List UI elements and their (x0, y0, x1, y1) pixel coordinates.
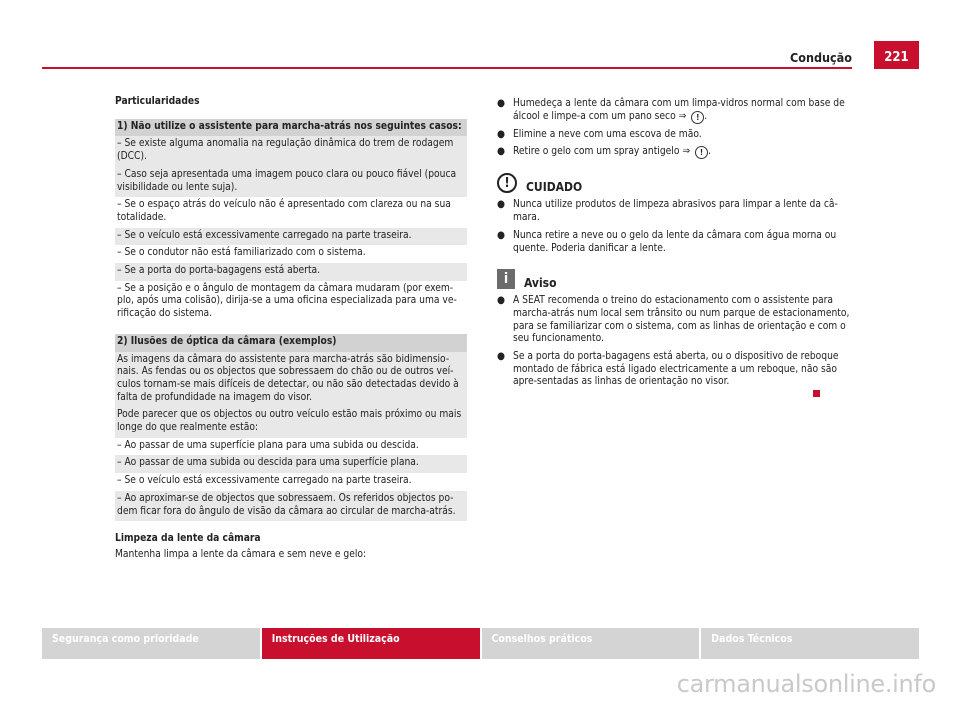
table-row: – Se o condutor não está familiarizado com o sistema. (117, 247, 366, 259)
tab-safety[interactable]: Segurança como prioridade (42, 628, 260, 659)
list-item (497, 230, 852, 255)
header-rule (42, 67, 852, 69)
bullet-icon: ● (497, 229, 505, 241)
bullet-text: A SEAT recomenda o treino do estacionamento com o assistente para marcha-atrás num local sem trânsito ou num parque de estacionamento, para se familiarizar com o sistema, com as linhas de orientação e com o seu funcionamento. (513, 295, 850, 345)
tab-practical-tips[interactable]: Conselhos práticos (482, 628, 700, 659)
cleaning-title: Limpeza da lente da câmara (115, 533, 261, 545)
caution-heading (497, 173, 852, 193)
list-item: ● Humedeça a lente da câmara com um limpa-vidros normal com base de álcool e limpe-a com um pano seco ⇒ ! . (497, 98, 845, 122)
end-of-section-icon (813, 390, 820, 397)
cleaning-text: Mantenha limpa a lente da câmara e sem neve e gelo: (115, 548, 367, 560)
bullet-text: Nunca retire a neve ou o gelo da lente da câmara com água morna ou quente. Poderia danificar a lente. (513, 229, 837, 254)
table-row: – Se existe alguma anomalia na regulação dinâmica do trem de rodagem (DCC). (115, 136, 467, 166)
list-item (497, 295, 852, 346)
bullet-icon: ● (497, 128, 505, 140)
caution-ref-icon[interactable]: ! (691, 111, 704, 124)
list-item (497, 351, 852, 402)
left-column (115, 96, 467, 562)
section-title: Particularidades (115, 96, 200, 107)
list-item: ● Retire o gelo com um spray antigelo ⇒ ! . (497, 146, 711, 158)
bullet-icon: ● (497, 146, 505, 158)
tab-operating-instructions[interactable]: Instruções de Utilização (262, 628, 480, 659)
table-header: 2) Ilusões de óptica da câmara (exemplos) (115, 334, 467, 352)
list-item (497, 129, 852, 142)
notice-label: Aviso (524, 275, 557, 290)
table-row: – Se o espaço atrás do veículo não é apresentado com clareza ou na sua totalidade. (117, 199, 451, 223)
table-row: – Ao passar de uma subida ou descida para uma superfície plana. (115, 455, 467, 473)
bullet-text: Nunca utilize produtos de limpeza abrasivos para limpar a lente da câ-mara. (513, 199, 838, 224)
table-row: Pode parecer que os objectos ou outro veículo estão mais próximo ou mais longe do que realmente estão: (115, 407, 467, 437)
table-illusions (115, 334, 467, 521)
table-row: – Se a porta do porta-bagagens está aberta. (115, 263, 467, 281)
bullet-icon: ● (497, 351, 505, 363)
caution-ref-icon[interactable]: ! (695, 146, 708, 159)
bullet-icon: ● (497, 199, 505, 211)
table-row: As imagens da câmara do assistente para marcha-atrás são bidimensio-nais. As fendas ou os objectos que sobressaem do chão ou de outros veí-culos tornam-se mais difíceis de detectar, ou não são detectadas devido à falta de profundidade na imagem do visor. (115, 352, 467, 408)
table-row: – Se o veículo está excessivamente carregado na parte traseira. (115, 228, 467, 246)
watermark: carmanualsonline.info (676, 670, 936, 698)
table-row: – Ao aproximar-se de objectos que sobressaem. Os referidos objectos po-dem ficar fora do ângulo de visão da câmara ao circular de marcha-atrás. (115, 491, 467, 521)
bullet-text: Humedeça a lente da câmara com um limpa-vidros normal com base de álcool e limpe-a com um pano seco ⇒ (513, 98, 845, 122)
right-column (497, 98, 852, 407)
table-row: – Ao passar de uma superfície plana para uma subida ou descida. (117, 439, 419, 451)
table-row: – Se o veículo está excessivamente carregado na parte traseira. (117, 475, 412, 487)
bullet-icon: ● (497, 98, 505, 109)
bullet-text: Se a porta do porta-bagagens está aberta, ou o dispositivo de reboque montado de fábrica está ligado electricamente a um reboque, não são apre-sentadas as linhas de orientação no visor. (513, 351, 839, 388)
table-limitations (115, 119, 467, 324)
info-icon: i (497, 269, 515, 289)
caution-icon: ! (497, 173, 517, 193)
page-number: 221 (874, 41, 919, 69)
tab-technical-data[interactable]: Dados Técnicos (701, 628, 919, 659)
bullet-icon: ● (497, 295, 505, 307)
list-item (497, 199, 852, 224)
notice-heading (497, 269, 852, 289)
bullet-text: Elimine a neve com uma escova de mão. (513, 128, 702, 140)
caution-label: CUIDADO (526, 179, 583, 194)
table-header: 1) Não utilize o assistente para marcha-atrás nos seguintes casos: (115, 119, 467, 137)
header-title: Condução (789, 50, 852, 65)
bullet-text: Retire o gelo com um spray antigelo ⇒ (513, 146, 693, 158)
footer-nav (42, 628, 919, 659)
table-row: – Se a posição e o ângulo de montagem da câmara mudaram (por exem-plo, após uma colisão), dirija-se a uma oficina especializada para uma ve-rificação do sistema. (117, 282, 457, 320)
table-row: – Caso seja apresentada uma imagem pouco clara ou pouco fiável (pouca visibilidade ou lente suja). (115, 167, 467, 197)
